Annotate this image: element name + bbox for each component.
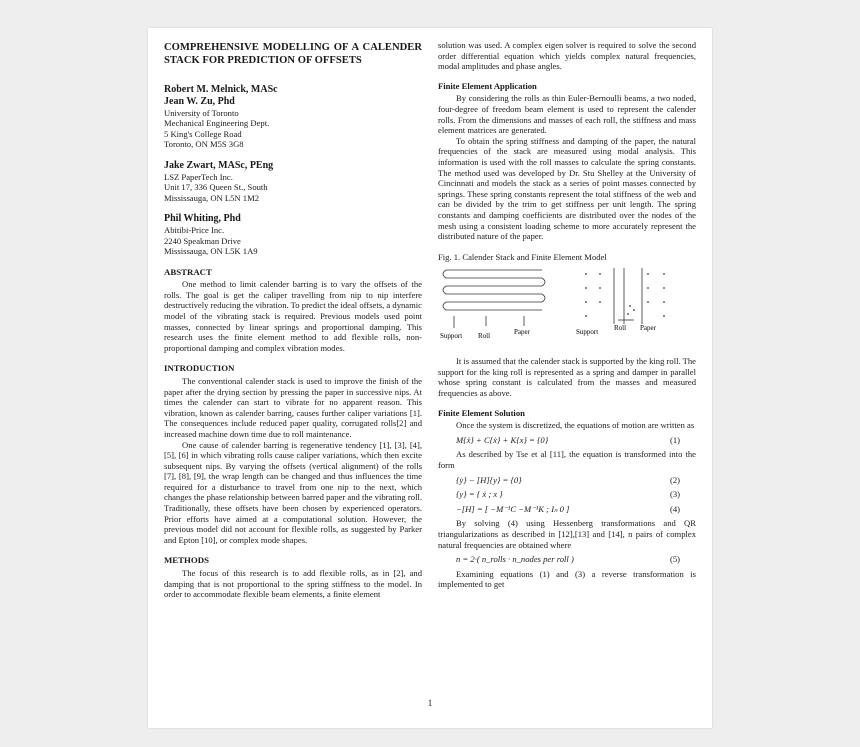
equation-3-number: (3) bbox=[669, 489, 680, 500]
support-paragraph: It is assumed that the calender stack is supported by the king roll. The support for the king roll is represented as a spring and damper in parallel whose spring constant is calculated from the masses and measured frequencies as above. bbox=[438, 356, 696, 399]
author-name: Robert M. Melnick, MASc bbox=[164, 83, 278, 95]
fig-label-paper: Paper bbox=[514, 328, 530, 337]
author-name: Phil Whiting, Phd bbox=[164, 213, 241, 225]
right-column bbox=[438, 40, 696, 590]
intro-paragraph-1: The conventional calender stack is used to improve the finish of the paper after the drying section by pressing the paper in successive nips. At times the calender can start to vibrate for no apparent reason. This vibration, known as calender barring, causes further caliper variations [1]. The consequences include reduced paper quality, corrugated rolls[2] and increased machine down time due to roll maintenance. bbox=[164, 375, 422, 439]
affiliation-line: Toronto, ON M5S 3G8 bbox=[164, 139, 244, 150]
equation-4 bbox=[438, 504, 696, 515]
equation-4-body: −[H] = [ −M⁻¹C −M⁻¹K ; Iₙ 0 ] bbox=[456, 503, 570, 514]
affiliation-line: Mississauga, ON L5N 1M2 bbox=[164, 192, 260, 203]
equation-2-number: (2) bbox=[669, 474, 680, 485]
author-block-3 bbox=[164, 213, 422, 257]
methods-heading: METHODS bbox=[164, 555, 209, 566]
equation-1-body: M{ẍ} + C{ẋ} + K{x} = {0} bbox=[456, 434, 549, 445]
abstract-text: One method to limit calender barring is to vary the offsets of the rolls. The goal is get the caliper travelling from nip to nip interfere destructively reducing the vibration. To predict the ideal offsets, a dynamic model of the vibrating stack is required. Previous models used point masses, connected by linear springs and proportional damping. This research uses the finite element method to add flexible rolls, non-proportional damping and complex vibration modes. bbox=[164, 279, 422, 353]
abstract-heading: ABSTRACT bbox=[164, 266, 212, 277]
affiliation-line: University of Toronto bbox=[164, 107, 239, 118]
fig-label-roll: Roll bbox=[478, 332, 491, 341]
calender-stack-diagram bbox=[438, 266, 696, 348]
equation-3-body: {y} = { ẋ ; x } bbox=[456, 489, 503, 500]
fes-paragraph-1: Once the system is discretized, the equations of motion are written as bbox=[456, 420, 695, 431]
equation-1 bbox=[438, 435, 696, 446]
fig-label-support: Support bbox=[440, 332, 463, 341]
affiliation-line: Mississauga, ON L5K 1A9 bbox=[164, 246, 258, 257]
fig-fe-label-roll: Roll bbox=[614, 324, 627, 333]
author-block-1 bbox=[164, 84, 422, 150]
intro-paragraph-2: One cause of calender barring is regenerative tendency [1], [3], [4], [5], [6] in which vibrating rolls cause caliper variations, which then excite subsequent nips. By varying the offsets (vertical alignment) of the rolls [7], [8], [9], the wrap length can be changed and thus influences the time required for a disturbance to travel from one nip to the next, which changes the phase relationship between barred paper and the vibrating roll. Traditionally, these offsets have been chosen by experienced operators. Prior efforts have aimed at a computational solution. However, the previous model did not account for flexible rolls, as suggested by Parker and Epton [10], or complex mode shapes. bbox=[164, 439, 422, 545]
equation-5-body: n = 2·( n_rolls · n_nodes per roll ) bbox=[456, 554, 574, 565]
fea-paragraph-2: To obtain the spring stiffness and damping of the paper, the natural frequencies of the stack are measured using modal analysis. This information is used with the roll masses to calculate the spring constants. The method used was developed by Dr. Stu Shelley at the University of Cincinnati and models the stack as a series of point masses connected by springs. These spring constants represent the total stiffness of the web and can be divided by the trim to get stiffness per unit length. The spring constants and damping coefficients are distributed over the nodes of the mesh using a consistent loading scheme to more accurately represent the distributed nature of the paper. bbox=[438, 135, 696, 242]
paper-page bbox=[148, 28, 712, 728]
introduction-heading: INTRODUCTION bbox=[164, 363, 235, 374]
paper-title: COMPREHENSIVE MODELLING OF A CALENDER STACK FOR PREDICTION OF OFFSETS bbox=[164, 42, 422, 66]
fig-fe-label-paper: Paper bbox=[640, 324, 656, 333]
affiliation-line: 5 King's College Road bbox=[164, 128, 242, 139]
equation-5 bbox=[438, 554, 696, 565]
affiliation-line: LSZ PaperTech Inc. bbox=[164, 171, 233, 182]
figure-1 bbox=[438, 266, 696, 348]
equation-2-body: {ẏ} − [H]{y} = {0} bbox=[456, 474, 522, 485]
fea-paragraph-1: By considering the rolls as thin Euler-Bernoulli beams, a two noded, four-degree of freedom beam element is used to represent the calender rolls. From the dimensions and masses of each roll, the stiffness and mass element matrices are generated. bbox=[438, 93, 696, 136]
left-column bbox=[164, 40, 422, 600]
methods-paragraph-1: The focus of this research is to add flexible rolls, as in [2], and damping that is not proportional to the spring stiffness to the model. In order to accommodate flexible beam elements, a finite element bbox=[164, 568, 422, 600]
fes-heading: Finite Element Solution bbox=[438, 407, 525, 418]
equation-5-number: (5) bbox=[669, 554, 680, 565]
equation-1-number: (1) bbox=[669, 434, 680, 445]
page-number: 1 bbox=[427, 698, 433, 708]
author-name: Jean W. Zu, Phd bbox=[164, 95, 235, 107]
affiliation-line: 2240 Speakman Drive bbox=[164, 235, 241, 246]
affiliation-line: Abitibi-Price Inc. bbox=[164, 225, 225, 236]
methods-continuation: solution was used. A complex eigen solver is required to solve the second order differential equation which yields complex natural frequencies, modal amplitudes and phase angles. bbox=[438, 40, 696, 72]
fig-fe-label-support: Support bbox=[576, 328, 599, 337]
figure-caption: Fig. 1. Calender Stack and Finite Element Model bbox=[438, 251, 607, 262]
fea-heading: Finite Element Application bbox=[438, 80, 537, 91]
author-name: Jake Zwart, MASc, PEng bbox=[164, 159, 274, 171]
fes-paragraph-3: By solving (4) using Hessenberg transformations and QR triangularizations as described in [12],[13] and [14], n pairs of complex natural frequencies are obtained where bbox=[438, 518, 696, 550]
equation-4-number: (4) bbox=[669, 503, 680, 514]
fes-paragraph-4: Examining equations (1) and (3) a reverse transformation is implemented to get bbox=[438, 568, 696, 590]
fes-paragraph-2: As described by Tse et al [11], the equation is transformed into the form bbox=[438, 449, 696, 471]
author-block-2 bbox=[164, 160, 422, 204]
affiliation-line: Mechanical Engineering Dept. bbox=[164, 118, 270, 129]
affiliation-line: Unit 17, 336 Queen St., South bbox=[164, 182, 268, 193]
equation-3 bbox=[438, 489, 696, 500]
equation-2 bbox=[438, 475, 696, 486]
